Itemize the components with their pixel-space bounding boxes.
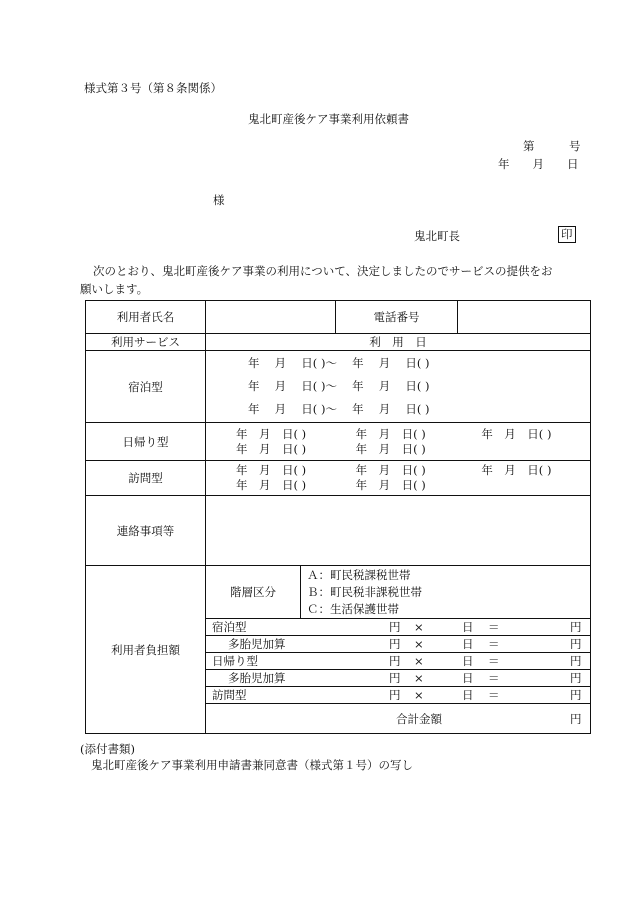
tier-c: Ｃ：生活保護世帯 (307, 601, 399, 616)
total-row (206, 704, 591, 734)
contact-label: 連絡事項等 (86, 496, 206, 566)
total-label: 合計金額 (396, 712, 442, 726)
tier-b: Ｂ：町民税非課税世帯 (307, 584, 422, 599)
phone-label: 電話番号 (336, 301, 458, 334)
tier-label: 階層区分 (206, 566, 301, 619)
document-number: 第 号 (523, 139, 581, 153)
overnight-label: 宿泊型 (86, 351, 206, 423)
seal-box: 印 (558, 226, 576, 243)
burden-label: 利用者負担額 (86, 566, 206, 734)
fee-row-daytrip: 日帰り型 円 × 日 ＝ 円 (206, 653, 590, 670)
visit-date-3: 年 月 日( ) (481, 463, 552, 477)
overnight-range-1: 年 月 日( )～ 年 月 日( ) (248, 356, 430, 370)
daytrip-date-1: 年 月 日( ) (236, 426, 307, 441)
visit-date-1: 年 月 日( ) (236, 463, 307, 477)
visit-date-5: 年 月 日( ) (355, 478, 426, 492)
addressee-suffix: 様 (213, 193, 225, 207)
issuer-name: 鬼北町長 (414, 229, 460, 243)
attachment-item: 鬼北町産後ケア事業利用申請書兼同意書（様式第１号）の写し (91, 758, 413, 772)
daytrip-dates[interactable] (206, 423, 591, 461)
request-form-table (85, 300, 591, 734)
contact-field[interactable] (206, 496, 591, 566)
daytrip-label: 日帰り型 (86, 423, 206, 461)
overnight-range-3: 年 月 日( )～ 年 月 日( ) (248, 402, 430, 416)
visit-date-4: 年 月 日( ) (236, 478, 307, 492)
user-name-field[interactable] (206, 301, 336, 334)
fee-row-visit: 訪問型 円 × 日 ＝ 円 (212, 688, 582, 702)
form-number: 様式第３号（第８条関係） (84, 81, 222, 95)
tier-options[interactable] (301, 566, 591, 619)
visit-date-2: 年 月 日( ) (355, 463, 426, 477)
fee-row-overnight: 宿泊型 円 × 日 ＝ 円 (206, 619, 590, 636)
attachments-label: (添付書類) (80, 742, 135, 756)
body-text-line2: 願いします。 (80, 282, 149, 296)
body-text-line1: 次のとおり、鬼北町産後ケア事業の利用について、決定しましたのでサービスの提供をお (93, 264, 553, 278)
daytrip-date-4: 年 月 日( ) (236, 441, 307, 456)
daytrip-date-5: 年 月 日( ) (355, 441, 426, 456)
daytrip-date-3: 年 月 日( ) (481, 426, 552, 441)
tier-a: Ａ：町民税課税世帯 (307, 567, 411, 582)
use-date-label: 利 用 日 (206, 334, 591, 351)
user-name-label: 利用者氏名 (86, 301, 206, 334)
total-yen: 円 (570, 712, 582, 726)
overnight-range-2: 年 月 日( )～ 年 月 日( ) (248, 379, 430, 393)
document-date: 年 月 日 (498, 157, 579, 171)
fee-row-overnight-multiple: 多胎児加算 円 × 日 ＝ 円 (206, 636, 590, 653)
visit-dates[interactable] (206, 461, 591, 496)
fee-row-daytrip-multiple: 多胎児加算 円 × 日 ＝ 円 (206, 670, 590, 687)
phone-field[interactable] (458, 301, 591, 334)
visit-label: 訪問型 (86, 461, 206, 496)
daytrip-date-2: 年 月 日( ) (355, 426, 426, 441)
service-label: 利用サービス (86, 334, 206, 351)
document-title: 鬼北町産後ケア事業利用依頼書 (248, 112, 409, 126)
overnight-dates[interactable] (206, 351, 591, 423)
fee-rows (206, 619, 591, 704)
